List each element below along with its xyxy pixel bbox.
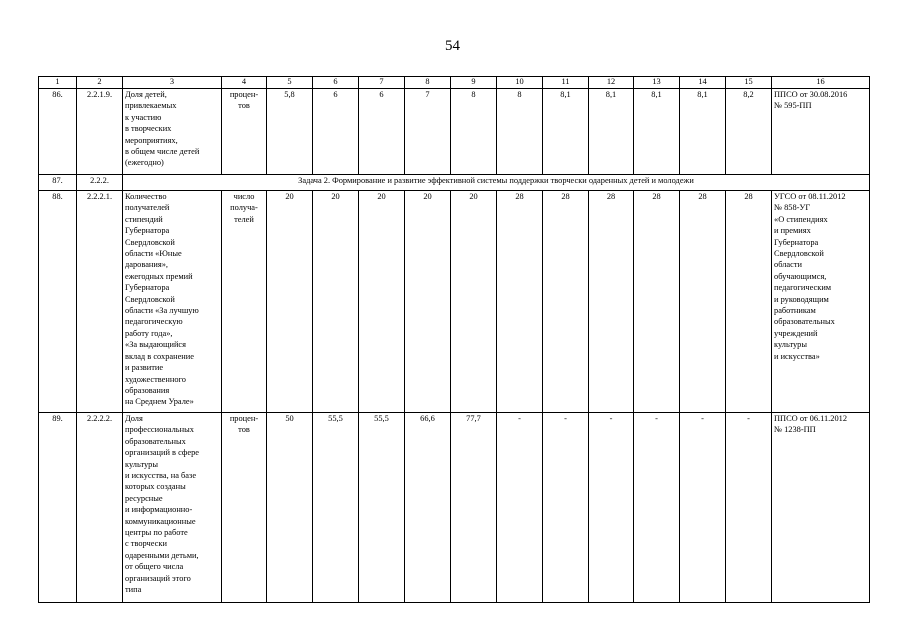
unit-line: тов bbox=[238, 425, 250, 435]
row-number-cell: 86. bbox=[39, 89, 77, 175]
table-row bbox=[39, 175, 870, 191]
indicator-name-line: мероприятиях, bbox=[125, 135, 178, 145]
indicator-name-line: области «За лучшую bbox=[125, 306, 199, 316]
value-cell: - bbox=[680, 413, 726, 603]
indicator-name-line: (ежегодно) bbox=[125, 158, 164, 168]
indicator-name-line: коммуникационные bbox=[125, 516, 196, 526]
indicator-name-line: центры по работе bbox=[125, 528, 188, 538]
source-document-line: культуры bbox=[774, 340, 807, 350]
indicator-name-line: вклад в сохранение bbox=[125, 351, 194, 361]
column-number-cell: 16 bbox=[772, 77, 870, 89]
column-number-cell: 13 bbox=[634, 77, 680, 89]
value-cell: - bbox=[589, 413, 634, 603]
column-number-cell: 11 bbox=[543, 77, 589, 89]
value-cell: 55,5 bbox=[313, 413, 359, 603]
value-cell: 28 bbox=[497, 191, 543, 413]
indicator-name-line: типа bbox=[125, 585, 142, 595]
code-cell: 2.2.2.2. bbox=[77, 413, 123, 603]
source-document-line: ППСО от 06.11.2012 bbox=[774, 414, 848, 423]
unit-cell bbox=[222, 413, 267, 603]
indicator-name-line: получателей bbox=[125, 203, 170, 213]
value-cell: 28 bbox=[726, 191, 772, 413]
indicator-name-line: в общем числе детей bbox=[125, 147, 200, 157]
indicator-name-line: от общего числа bbox=[125, 562, 184, 572]
indicator-name-cell bbox=[123, 413, 222, 603]
column-number-cell: 1 bbox=[39, 77, 77, 89]
value-cell: 5,8 bbox=[267, 89, 313, 175]
column-number-cell: 14 bbox=[680, 77, 726, 89]
source-document-line: Губернатора bbox=[774, 237, 819, 247]
indicator-name-cell bbox=[123, 191, 222, 413]
value-cell: 6 bbox=[313, 89, 359, 175]
column-number-cell: 8 bbox=[405, 77, 451, 89]
indicator-name-line: педагогическую bbox=[125, 317, 183, 327]
source-document-line: и премиях bbox=[774, 226, 811, 236]
source-document-line: обучающимся, bbox=[774, 271, 827, 281]
indicator-name-line: ежегодных премий bbox=[125, 271, 193, 281]
value-cell: - bbox=[634, 413, 680, 603]
value-cell: 8,1 bbox=[634, 89, 680, 175]
source-document-line: образовательных bbox=[774, 317, 835, 327]
indicator-name-line: организаций этого bbox=[125, 573, 191, 583]
source-document-line: и руководящим bbox=[774, 294, 829, 304]
value-cell: 8,1 bbox=[543, 89, 589, 175]
indicator-name-line: с творчески bbox=[125, 539, 167, 549]
value-cell: 28 bbox=[634, 191, 680, 413]
source-document-line: № 858-УГ bbox=[774, 203, 811, 213]
table-row bbox=[39, 413, 870, 603]
row-number-cell: 89. bbox=[39, 413, 77, 603]
table-row bbox=[39, 191, 870, 413]
indicator-name-line: профессиональных bbox=[125, 425, 194, 435]
table-row bbox=[39, 89, 870, 175]
value-cell: - bbox=[543, 413, 589, 603]
indicator-name-line: Свердловской bbox=[125, 237, 175, 247]
column-number-cell: 6 bbox=[313, 77, 359, 89]
indicator-name-line: организаций в сфере bbox=[125, 448, 199, 458]
indicator-name-line: к участию bbox=[125, 112, 162, 122]
source-document-line: УГСО от 08.11.2012 bbox=[774, 192, 846, 201]
indicator-name-line: Губернатора bbox=[125, 226, 170, 236]
indicators-table bbox=[38, 76, 870, 603]
value-cell: - bbox=[726, 413, 772, 603]
value-cell: 20 bbox=[359, 191, 405, 413]
indicator-name-line: стипендий bbox=[125, 214, 163, 224]
value-cell: 8 bbox=[451, 89, 497, 175]
column-number-cell: 4 bbox=[222, 77, 267, 89]
row-number-cell: 88. bbox=[39, 191, 77, 413]
value-cell: 8,1 bbox=[680, 89, 726, 175]
code-cell: 2.2.2.1. bbox=[77, 191, 123, 413]
value-cell: 28 bbox=[589, 191, 634, 413]
value-cell: 6 bbox=[359, 89, 405, 175]
value-cell: 50 bbox=[267, 413, 313, 603]
task-cell: Задача 2. Формирование и развитие эффективной системы поддержки творчески одаренных детей и молодежи bbox=[123, 175, 870, 191]
indicator-name-line: на Среднем Урале» bbox=[125, 397, 194, 407]
column-number-cell: 5 bbox=[267, 77, 313, 89]
column-number-cell: 3 bbox=[123, 77, 222, 89]
indicator-name-line: привлекаемых bbox=[125, 101, 177, 111]
indicator-name-line: и развитие bbox=[125, 363, 164, 373]
value-cell: 77,7 bbox=[451, 413, 497, 603]
unit-line: число bbox=[233, 192, 255, 201]
indicator-name-line: образовательных bbox=[125, 436, 186, 446]
indicator-name-line: работу года», bbox=[125, 328, 173, 338]
source-document-cell bbox=[772, 89, 870, 175]
value-cell: 8,2 bbox=[726, 89, 772, 175]
code-cell: 2.2.1.9. bbox=[77, 89, 123, 175]
value-cell: 20 bbox=[405, 191, 451, 413]
code-cell: 2.2.2. bbox=[77, 175, 123, 191]
value-cell: 20 bbox=[267, 191, 313, 413]
source-document-line: учреждений bbox=[774, 328, 818, 338]
indicator-name-line: Количество bbox=[125, 192, 167, 201]
page-number: 54 bbox=[445, 38, 460, 54]
indicator-name-line: и искусства, на базе bbox=[125, 471, 197, 481]
value-cell: 8 bbox=[497, 89, 543, 175]
value-cell: 28 bbox=[680, 191, 726, 413]
value-cell: 55,5 bbox=[359, 413, 405, 603]
column-number-row bbox=[39, 77, 870, 89]
source-document-cell bbox=[772, 191, 870, 413]
indicator-name-line: Губернатора bbox=[125, 283, 170, 293]
unit-line: процен- bbox=[229, 90, 259, 99]
value-cell: - bbox=[497, 413, 543, 603]
column-number-cell: 12 bbox=[589, 77, 634, 89]
indicator-name-line: одаренными детьми, bbox=[125, 550, 199, 560]
value-cell: 7 bbox=[405, 89, 451, 175]
row-number-cell: 87. bbox=[39, 175, 77, 191]
source-document-line: педагогическим bbox=[774, 283, 832, 293]
indicator-name-line: Доля детей, bbox=[125, 90, 167, 99]
indicator-name-line: «За выдающийся bbox=[125, 340, 186, 350]
value-cell: 28 bbox=[543, 191, 589, 413]
column-number-cell: 7 bbox=[359, 77, 405, 89]
column-number-cell: 9 bbox=[451, 77, 497, 89]
source-document-line: Свердловской bbox=[774, 249, 824, 259]
indicator-name-line: Доля bbox=[125, 414, 143, 423]
indicator-name-line: культуры bbox=[125, 459, 158, 469]
unit-line: телей bbox=[234, 214, 254, 224]
unit-line: получа- bbox=[230, 203, 258, 213]
indicator-name-line: области «Юные bbox=[125, 249, 182, 259]
indicator-name-line: художественного bbox=[125, 374, 186, 384]
indicator-name-line: в творческих bbox=[125, 124, 172, 134]
unit-line: процен- bbox=[229, 414, 259, 423]
source-document-line: ППСО от 30.08.2016 bbox=[774, 90, 848, 99]
source-document-cell bbox=[772, 413, 870, 603]
indicator-name-line: ресурсные bbox=[125, 493, 163, 503]
source-document-line: работникам bbox=[774, 306, 816, 316]
indicator-name-line: дарования», bbox=[125, 260, 169, 270]
indicator-name-line: которых созданы bbox=[125, 482, 186, 492]
source-document-line: № 595-ПП bbox=[774, 101, 812, 111]
value-cell: 20 bbox=[313, 191, 359, 413]
value-cell: 8,1 bbox=[589, 89, 634, 175]
source-document-line: области bbox=[774, 260, 802, 270]
source-document-line: и искусства» bbox=[774, 351, 820, 361]
indicator-name-line: и информационно- bbox=[125, 505, 193, 515]
indicator-name-cell bbox=[123, 89, 222, 175]
unit-cell bbox=[222, 89, 267, 175]
unit-line: тов bbox=[238, 101, 250, 111]
source-document-line: «О стипендиях bbox=[774, 214, 828, 224]
unit-cell bbox=[222, 191, 267, 413]
value-cell: 66,6 bbox=[405, 413, 451, 603]
indicator-name-line: образования bbox=[125, 385, 170, 395]
indicator-name-line: Свердловской bbox=[125, 294, 175, 304]
column-number-cell: 10 bbox=[497, 77, 543, 89]
value-cell: 20 bbox=[451, 191, 497, 413]
column-number-cell: 15 bbox=[726, 77, 772, 89]
source-document-line: № 1238-ПП bbox=[774, 425, 816, 435]
column-number-cell: 2 bbox=[77, 77, 123, 89]
